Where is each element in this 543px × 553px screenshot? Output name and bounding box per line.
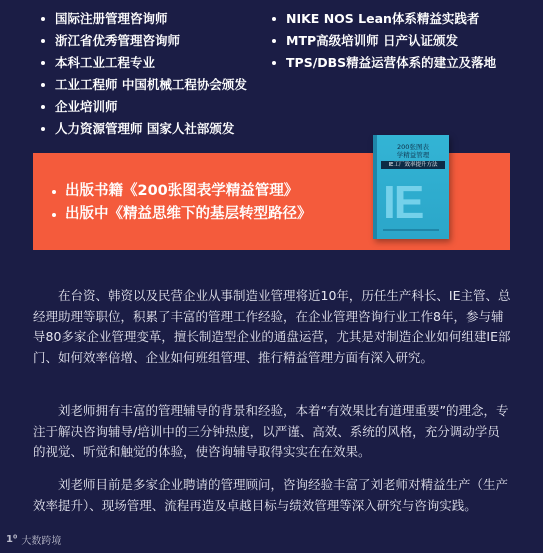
intro-paragraph-3: 刘老师目前是多家企业聘请的管理顾问，咨询经验丰富了刘老师对精益生产（生产效率提升）、现场管理、流程再造及卓越目标与绩效管理等深入研究与咨询实践。 bbox=[33, 477, 509, 513]
credential-item: 本科工业工程专业 bbox=[41, 52, 247, 74]
bullet-dot-icon bbox=[41, 39, 45, 43]
watermark bbox=[6, 532, 61, 547]
book-big-letters: IE bbox=[383, 176, 423, 228]
publications-list bbox=[52, 180, 312, 226]
bullet-dot-icon bbox=[272, 61, 276, 65]
credential-item: 工业工程师 中国机械工程协会颁发 bbox=[41, 74, 247, 96]
book-subtitle: IE工厂效率提升方法 bbox=[381, 161, 445, 169]
book-title-line2: 学精益管理 bbox=[396, 151, 430, 159]
bullet-dot-icon bbox=[272, 39, 276, 43]
credential-item: 人力资源管理师 国家人社部颁发 bbox=[41, 118, 247, 140]
book-spine bbox=[373, 135, 377, 239]
bullet-dot-icon bbox=[41, 105, 45, 109]
credential-item: TPS/DBS精益运营体系的建立及落地 bbox=[272, 52, 496, 74]
bullet-dot-icon bbox=[52, 190, 56, 194]
publication-item: 出版书籍《200张图表学精益管理》 bbox=[52, 180, 312, 203]
book-cover-image bbox=[373, 135, 449, 239]
credential-item: MTP高级培训师 日产认证颁发 bbox=[272, 30, 496, 52]
bullet-dot-icon bbox=[41, 83, 45, 87]
bullet-dot-icon bbox=[41, 61, 45, 65]
bullet-dot-icon bbox=[272, 17, 276, 21]
credential-item: 企业培训师 bbox=[41, 96, 247, 118]
credentials-right-list bbox=[272, 8, 496, 74]
bullet-dot-icon bbox=[41, 17, 45, 21]
intro-paragraph-1: 在台资、韩资以及民营企业从事制造业管理将近10年，历任生产科长、IE主管、总经理助理等职位，积累了丰富的管理工作经验，在企业管理咨询行业工作8年，参与辅导80多家企业管理变革，擅长制造型企业的通盘运营，尤其是对制造企业如何组建IE部门、如何效率倍增、企业如何班组管理、推行精益管理方面有深入研究。 bbox=[33, 288, 511, 365]
credential-item: 国际注册管理咨询师 bbox=[41, 8, 247, 30]
bullet-dot-icon bbox=[52, 213, 56, 217]
publication-item: 出版中《精益思维下的基层转型路径》 bbox=[52, 203, 312, 226]
credential-item: 浙江省优秀管理咨询师 bbox=[41, 30, 247, 52]
book-title-line1: 200张图表 bbox=[397, 143, 429, 151]
credential-item: NIKE NOS Lean体系精益实践者 bbox=[272, 8, 496, 30]
watermark-text: 大数跨境 bbox=[21, 536, 62, 547]
bullet-dot-icon bbox=[41, 127, 45, 131]
intro-paragraph-2: 刘老师拥有丰富的管理辅导的背景和经验，本着“有效果比有道理重要”的理念，专注于解决咨询辅导/培训中的三分钟热度，以严谨、高效、系统的风格，充分调动学员的视觉、听觉和触觉的体验，使咨询辅导取得实实在在效果。 bbox=[33, 403, 509, 459]
credentials-left-list bbox=[41, 8, 247, 140]
book-publisher-bar bbox=[383, 229, 439, 231]
watermark-logo-icon: 1⁰ bbox=[6, 534, 18, 545]
